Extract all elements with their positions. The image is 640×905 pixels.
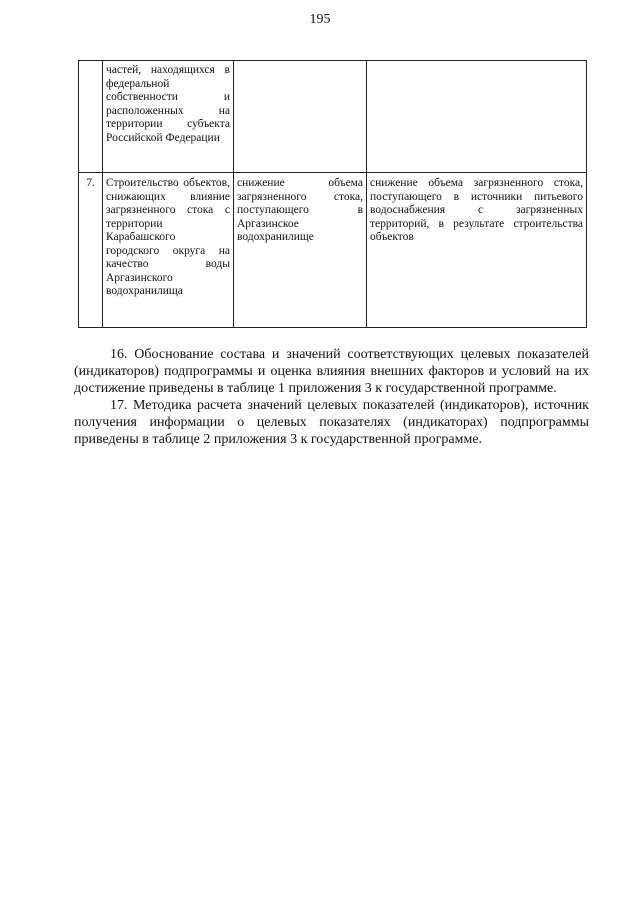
table-row (79, 173, 587, 328)
row-number: 7. (79, 173, 103, 328)
row-number (79, 61, 103, 173)
cell-activity: частей, находящихся в федеральной собственности и расположенных на территории субъекта Российской Федерации (103, 61, 234, 173)
cell-result (367, 61, 587, 173)
cell-indicator: снижение объема загрязненного стока, поступающего в Аргазинское водохранилище (234, 173, 367, 328)
page-number: 195 (309, 12, 331, 27)
targets-table (78, 60, 587, 328)
cell-indicator (234, 61, 367, 173)
cell-result: снижение объема загрязненного стока, поступающего в источники питьевого водоснабжения с загрязненных территорий, в результате строительства объектов (367, 173, 587, 328)
paragraph-16: 16. Обоснование состава и значений соответствующих целевых показателей (индикаторов) подпрограммы и оценка влияния внешних факторов и условий на их достижение приведены в таблице 1 приложения 3 к государственной программе. (74, 347, 589, 396)
paragraph-17: 17. Методика расчета значений целевых показателей (индикаторов), источник получения информации о целевых показателях (индикаторах) подпрограммы приведены в таблице 2 приложения 3 к государственной программе. (74, 398, 589, 447)
cell-activity: Строительство объектов, снижающих влияние загрязненного стока с территории Карабашского городского округа на качество воды Аргазинского водохранилища (103, 173, 234, 328)
body-text (74, 346, 589, 448)
table-row (79, 61, 587, 173)
